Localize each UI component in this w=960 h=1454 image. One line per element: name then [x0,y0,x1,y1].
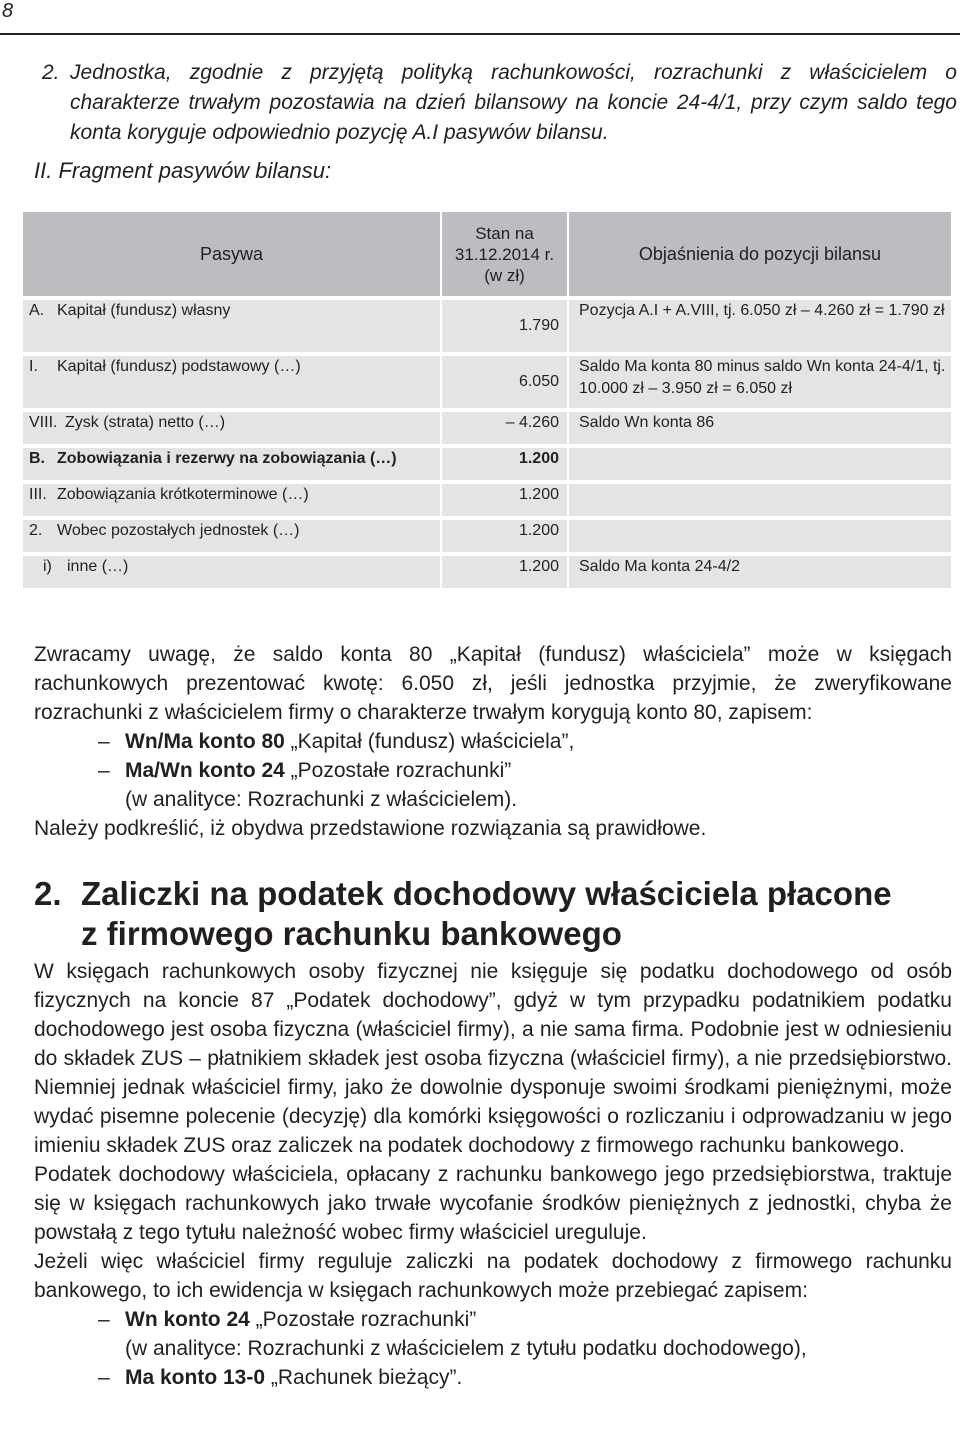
row-mark: VIII. [29,414,58,431]
row-note: Saldo Ma konta 80 minus saldo Wn konta 24-4/1, tj. 10.000 zł – 3.950 zł = 6.050 zł [568,356,951,408]
entry-description: „Rachunek bieżący”. [265,1366,463,1389]
row-label: Zysk (strata) netto (…) [65,414,226,431]
note-paragraph-1: Zwracamy uwagę, że saldo konta 80 „Kapitał (fundusz) właściciela” może w księgach rachunkowych prezentować kwotę: 6.050 zł, jeśli jednostka przyjmie, że zweryfikowane rozrachunki z właścicielem firmy o charakterze trwałym korygują konto 80, zapisem: [34,643,952,724]
point-text: Jednostka, zgodnie z przyjętą polityką rachunkowości, rozrachunki z właścicielem o charakterze trwałym pozostawia na dzień bilansowy na koncie 24-4/1, przy czym saldo tego konta koryguje odpowiednio pozycję A.I pasywów bilansu. [70,61,957,144]
entry-dash: – [98,759,110,782]
row-value: 1.200 [441,520,568,552]
row-label: Kapitał (fundusz) podstawowy (…) [57,358,301,375]
row-note: Saldo Wn konta 86 [568,412,951,444]
row-mark: B. [29,450,45,467]
header-objasnienia: Objaśnienia do pozycji bilansu [568,212,951,296]
row-label: Zobowiązania krótkoterminowe (…) [57,486,309,503]
row-label: Wobec pozostałych jednostek (…) [57,522,300,539]
chapter-paragraph-2: Podatek dochodowy właściciela, opłacany z rachunku bankowego jego przedsiębiorstwa, traktuje się w księgach rachunkowych jako trwałe wycofanie środków pieniężnych z jednostki, chyba że powstałą z tego tytułu należność wobec firmy właściciel ureguluje. [34,1163,952,1244]
entry-dash: – [98,1308,110,1331]
booking-entry-3 [34,1305,952,1363]
chapter-body [34,957,952,1392]
chapter-title [34,874,934,954]
chapter-paragraph-3: Jeżeli więc właściciel firmy reguluje zaliczki na podatek dochodowy z firmowego rachunku bankowego, to ich ewidencja w księgach rachunkowych może przebiegać zapisem: [34,1250,952,1302]
table-row [23,556,951,588]
table-row [23,356,951,408]
chapter-title-line-2: z firmowego rachunku bankowego [81,915,622,952]
header-stan-line1: Stan na [475,223,534,243]
row-value: 1.790 [441,300,568,352]
header-rule [0,33,960,35]
entry-account: Ma/Wn konto 24 [125,759,285,782]
entry-account: Ma konto 13-0 [125,1366,266,1389]
row-note [568,448,951,480]
row-note [568,520,951,552]
note-section [34,640,952,843]
entry-description: „Pozostałe rozrachunki” [249,1308,477,1331]
row-mark: i) [43,558,52,575]
row-note [568,484,951,516]
page-number: 8 [2,0,14,22]
row-value: 1.200 [441,556,568,588]
entry-description: „Pozostałe rozrachunki” [284,759,512,782]
entry-analytics: (w analityce: Rozrachunki z właścicielem z tytułu podatku dochodowego), [125,1337,807,1360]
row-mark: III. [29,486,47,503]
header-stan-line3: (w zł) [484,265,525,285]
row-mark: I. [29,358,38,375]
point-2-paragraph [42,58,957,148]
row-value: 1.200 [441,484,568,516]
point-number: 2. [42,61,60,84]
entry-dash: – [98,1366,110,1389]
entry-account: Wn konto 24 [125,1308,250,1331]
note-paragraph-2: Należy podkreślić, iż obydwa przedstawione rozwiązania są prawidłowe. [34,817,707,840]
row-mark: 2. [29,522,43,539]
table-row [23,300,951,352]
booking-entry-4 [34,1363,952,1392]
header-stan [441,212,568,296]
table-row [23,412,951,444]
table-row [23,484,951,516]
balance-table [23,212,951,588]
entry-account: Wn/Ma konto 80 [125,730,285,753]
row-label: Kapitał (fundusz) własny [57,302,231,319]
table-row [23,448,951,480]
booking-entry-1 [34,727,952,756]
row-note: Saldo Ma konta 24-4/2 [568,556,951,588]
entry-analytics: (w analityce: Rozrachunki z właścicielem). [125,788,518,811]
chapter-title-line-1: Zaliczki na podatek dochodowy właściciela płacone [81,875,892,912]
chapter-paragraph-1: W księgach rachunkowych osoby fizycznej nie księguje się podatku dochodowego od osób fizycznych na koncie 87 „Podatek dochodowy”, gdyż w tym przypadku podatnikiem podatku dochodowego jest osoba fizyczna (właściciel firmy), a nie sama firma. Podobnie jest w odniesieniu do składek ZUS – płatnikiem składek jest osoba fizyczna (właściciel firmy), a nie przedsiębiorstwo. Niemniej jednak właściciel firmy, jako że dowolnie dysponuje swoimi środkami pieniężnymi, może wydać pisemne polecenie (decyzję) dla komórki księgowości o rozliczaniu i odprowadzaniu w jego imieniu składek ZUS oraz zaliczek na podatek dochodowy z firmowego rachunku bankowego. [34,960,952,1157]
row-value: – 4.260 [441,412,568,444]
row-mark: A. [29,302,45,319]
header-stan-line2: 31.12.2014 r. [454,244,555,264]
row-value: 1.200 [441,448,568,480]
row-label: inne (…) [67,558,129,575]
booking-entry-2 [34,756,952,814]
fragment-heading: II. Fragment pasywów bilansu: [34,158,332,183]
entry-dash: – [98,730,110,753]
table-row [23,520,951,552]
chapter-number: 2. [34,875,62,912]
table-header-row [23,212,951,296]
row-label: Zobowiązania i rezerwy na zobowiązania (…) [57,450,397,467]
header-pasywa: Pasywa [23,212,441,296]
entry-description: „Kapitał (fundusz) właściciela”, [284,730,575,753]
row-note: Pozycja A.I + A.VIII, tj. 6.050 zł – 4.260 zł = 1.790 zł [568,300,951,352]
row-value: 6.050 [441,356,568,408]
